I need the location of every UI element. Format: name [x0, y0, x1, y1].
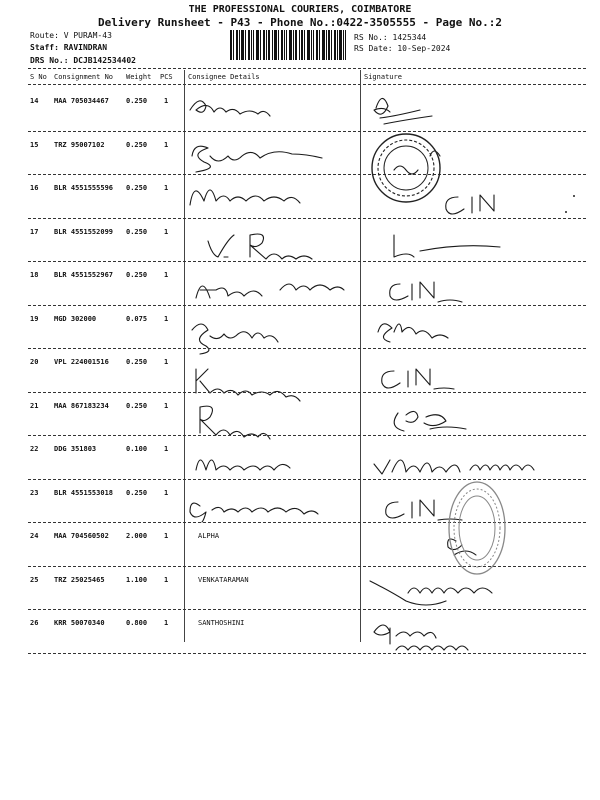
row-consignment-no: MAA 867183234: [54, 401, 109, 410]
table-row: [28, 436, 586, 479]
table-row: [28, 262, 586, 305]
row-weight: 0.800: [126, 619, 148, 627]
row-sno: 21: [30, 401, 39, 410]
handwritten-signature: [28, 219, 586, 262]
route-label: Route: V PURAM-43: [30, 31, 112, 40]
row-consignee-name: ALPHA: [198, 532, 220, 540]
row-pcs: 1: [164, 140, 169, 149]
row-pcs: 1: [164, 575, 169, 584]
handwritten-signature: [28, 262, 586, 305]
row-consignee-name: SANTHOSHINI: [198, 619, 245, 627]
drs-number: DRS No.: DCJB142534402: [30, 56, 136, 65]
col-header-consignment: Consignment No: [54, 73, 114, 81]
row-sno: 14: [30, 97, 39, 105]
row-pcs: 1: [164, 532, 169, 540]
table-row: [28, 610, 586, 653]
row-consignment-no: MAA 704560502: [54, 532, 109, 540]
row-consignment-no: BLR 4551555596: [54, 184, 114, 192]
row-weight: 2.000: [126, 532, 148, 540]
row-sno: 26: [30, 619, 39, 627]
row-consignment-no: TRZ 95007102: [54, 140, 105, 149]
row-consignment-no: TRZ 25025465: [54, 575, 105, 584]
company-round-stamp: [446, 478, 508, 578]
row-pcs: 1: [164, 314, 169, 323]
row-sno: 23: [30, 488, 39, 497]
row-consignment-no: MGD 302000: [54, 314, 97, 323]
row-weight: 0.075: [126, 314, 148, 323]
row-weight: 0.250: [126, 184, 148, 192]
row-weight: 0.100: [126, 445, 148, 453]
staff-label: Staff: RAVINDRAN: [30, 43, 108, 52]
row-weight: 1.100: [126, 575, 148, 584]
rs-number: RS No.: 1425344: [354, 33, 427, 42]
handwritten-signature: [28, 88, 586, 131]
row-weight: 0.250: [126, 488, 148, 497]
header-top-rule: [28, 68, 586, 69]
row-sno: 25: [30, 575, 39, 584]
table-row: [28, 219, 586, 262]
row-pcs: 1: [164, 358, 169, 366]
row-pcs: 1: [164, 227, 169, 236]
table-row: [28, 175, 586, 218]
col-header-signature: Signature: [364, 73, 402, 81]
row-weight: 0.250: [126, 358, 148, 366]
handwritten-signature: [28, 610, 586, 653]
row-pcs: 1: [164, 97, 169, 105]
row-sno: 17: [30, 227, 39, 236]
row-weight: 0.250: [126, 227, 148, 236]
table-row: [28, 132, 586, 175]
row-sno: 22: [30, 445, 39, 453]
row-sno: 20: [30, 358, 39, 366]
handwritten-signature: [28, 436, 586, 479]
row-pcs: 1: [164, 619, 169, 627]
row-consignment-no: KRR 50070340: [54, 619, 105, 627]
table-row: [28, 349, 586, 392]
row-consignment-no: BLR 4551552099: [54, 227, 114, 236]
row-consignment-no: BLR 4551552967: [54, 271, 114, 279]
runsheet-subtitle: Delivery Runsheet - P43 - Phone No.:0422-3505555 - Page No.:2: [98, 16, 502, 29]
row-sno: 19: [30, 314, 39, 323]
row-weight: 0.250: [126, 401, 148, 410]
stray-marks: [560, 190, 580, 220]
col-header-weight: Weight: [126, 73, 152, 81]
table-row: [28, 306, 586, 349]
handwritten-signature: [28, 306, 586, 349]
table-row: [28, 393, 586, 436]
row-sno: 15: [30, 140, 39, 149]
handwritten-signature: [28, 132, 586, 175]
row-pcs: 1: [164, 445, 169, 453]
col-header-pcs: PCS: [160, 73, 173, 81]
row-sno: 16: [30, 184, 39, 192]
rs-date: RS Date: 10-Sep-2024: [354, 44, 451, 53]
row-consignment-no: VPL 224001516: [54, 358, 109, 366]
header-bottom-rule: [28, 84, 586, 85]
row-pcs: 1: [164, 184, 169, 192]
row-sno: 24: [30, 532, 39, 540]
row-pcs: 1: [164, 401, 169, 410]
row-consignment-no: DDG 351803: [54, 445, 97, 453]
row-pcs: 1: [164, 271, 169, 279]
table-row: [28, 88, 586, 131]
row-consignee-name: VENKATARAMAN: [198, 575, 249, 584]
row-sno: 18: [30, 271, 39, 279]
row-pcs: 1: [164, 488, 169, 497]
company-title: THE PROFESSIONAL COURIERS, COIMBATORE: [188, 4, 412, 15]
handwritten-signature: [28, 349, 586, 392]
col-header-consignee: Consignee Details: [188, 73, 260, 81]
barcode: [230, 30, 346, 60]
row-divider: [28, 653, 586, 654]
col-header-sno: S No: [30, 73, 47, 81]
row-weight: 0.250: [126, 140, 148, 149]
handwritten-signature: [28, 393, 586, 436]
row-weight: 0.250: [126, 97, 148, 105]
row-consignment-no: BLR 4551553018: [54, 488, 114, 497]
row-weight: 0.250: [126, 271, 148, 279]
office-seal-stamp: [368, 130, 444, 206]
row-consignment-no: MAA 705034467: [54, 97, 109, 105]
handwritten-signature: [28, 175, 586, 218]
